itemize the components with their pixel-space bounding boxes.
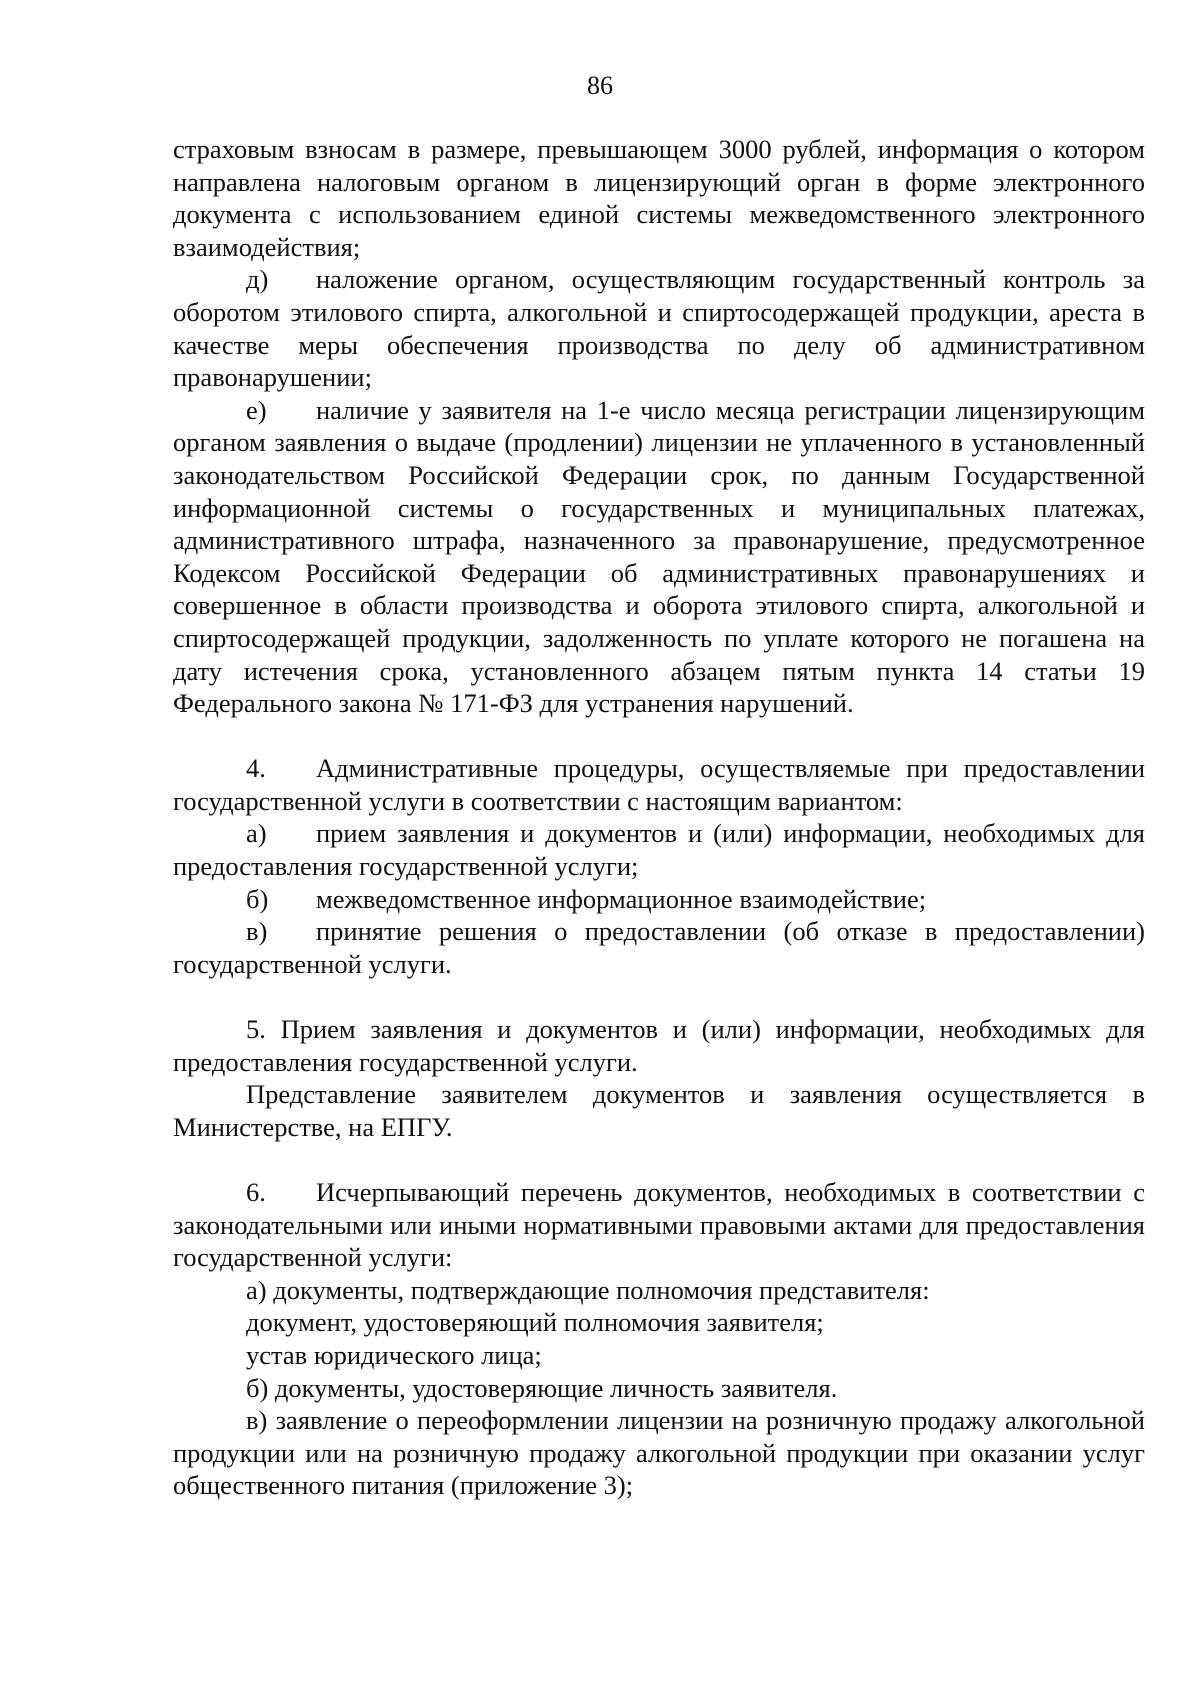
section-4-heading <box>173 752 1145 817</box>
section-text: Исчерпывающий перечень документов, необходимых в соответствии с законодательными или иными нормативными правовыми актами для предоставления государственной услуги: <box>173 1177 1145 1273</box>
list-item-text: межведомственное информационное взаимодействие; <box>316 883 927 914</box>
list-marker: б) <box>246 883 269 914</box>
section-6-heading <box>173 1176 1145 1274</box>
list-item-text: принятие решения о предоставлении (об отказе в предоставлении) государственной услуги. <box>173 916 1145 979</box>
list-subitem: документ, удостоверяющий полномочия заявителя; <box>246 1307 824 1338</box>
section-text: Административные процедуры, осуществляемые при предоставлении государственной услуги в соответствии с настоящим вариантом: <box>173 753 1145 816</box>
list-item-text: наложение органом, осуществляющим государственный контроль за оборотом этилового спирта, алкогольной и спиртосодержащей продукции, ареста в качестве меры обеспечения производства по делу об административном правонарушении; <box>173 264 1145 393</box>
section-5-heading: 5. Прием заявления и документов и (или) информации, необходимых для предоставления государственной услуги. <box>173 1014 1145 1077</box>
list-marker: е) <box>246 394 267 425</box>
section-number: 6. <box>246 1177 266 1207</box>
page-number: 86 <box>587 71 613 100</box>
list-item-a: а) документы, подтверждающие полномочия представителя: <box>246 1274 930 1305</box>
list-item-v <box>173 915 1145 980</box>
paragraph: Представление заявителем документов и заявления осуществляется в Министерстве, на ЕПГУ. <box>173 1079 1145 1142</box>
list-marker: а) <box>246 818 267 849</box>
list-item-text: наличие у заявителя на 1-е число месяца регистрации лицензирующим органом заявления о выдаче (продлении) лицензии не уплаченного в установленный законодательством Российской Федерации срок, по данным Государственной информационной системы о государственных и муниципальных платежах, административного штрафа, назначенного за правонарушение, предусмотренное Кодексом Российской Федерации об административных правонарушениях и совершенное в области производства и оборота этилового спирта, алкогольной и спиртосодержащей продукции, задолженность по уплате которого не погашена на дату истечения срока, установленного абзацем пятым пункта 14 статьи 19 Федерального закона № 171-ФЗ для устранения нарушений. <box>173 394 1145 719</box>
list-item-e <box>173 394 1145 720</box>
list-item-d <box>173 263 1145 393</box>
list-item-a <box>173 817 1145 882</box>
list-item-v: в) заявление о переоформлении лицензии на розничную продажу алкогольной продукции или на розничную продажу алкогольной продукции при оказании услуг общественного питания (приложение 3); <box>173 1405 1145 1501</box>
section-number: 4. <box>246 753 266 784</box>
list-item-b: б) документы, удостоверяющие личность заявителя. <box>246 1372 838 1403</box>
document-body <box>173 133 1145 1502</box>
list-marker: в) <box>246 916 268 947</box>
list-item-text: прием заявления и документов и (или) информации, необходимых для предоставления государственной услуги; <box>173 818 1145 882</box>
list-item-b <box>173 883 1145 916</box>
list-marker: д) <box>246 264 269 295</box>
list-subitem: устав юридического лица; <box>246 1339 542 1370</box>
paragraph-continuation: страховым взносам в размере, превышающем 3000 рублей, информация о котором направлена налоговым органом в лицензирующий орган в форме электронного документа с использованием единой системы межведомственного электронного взаимодействия; <box>173 134 1145 262</box>
